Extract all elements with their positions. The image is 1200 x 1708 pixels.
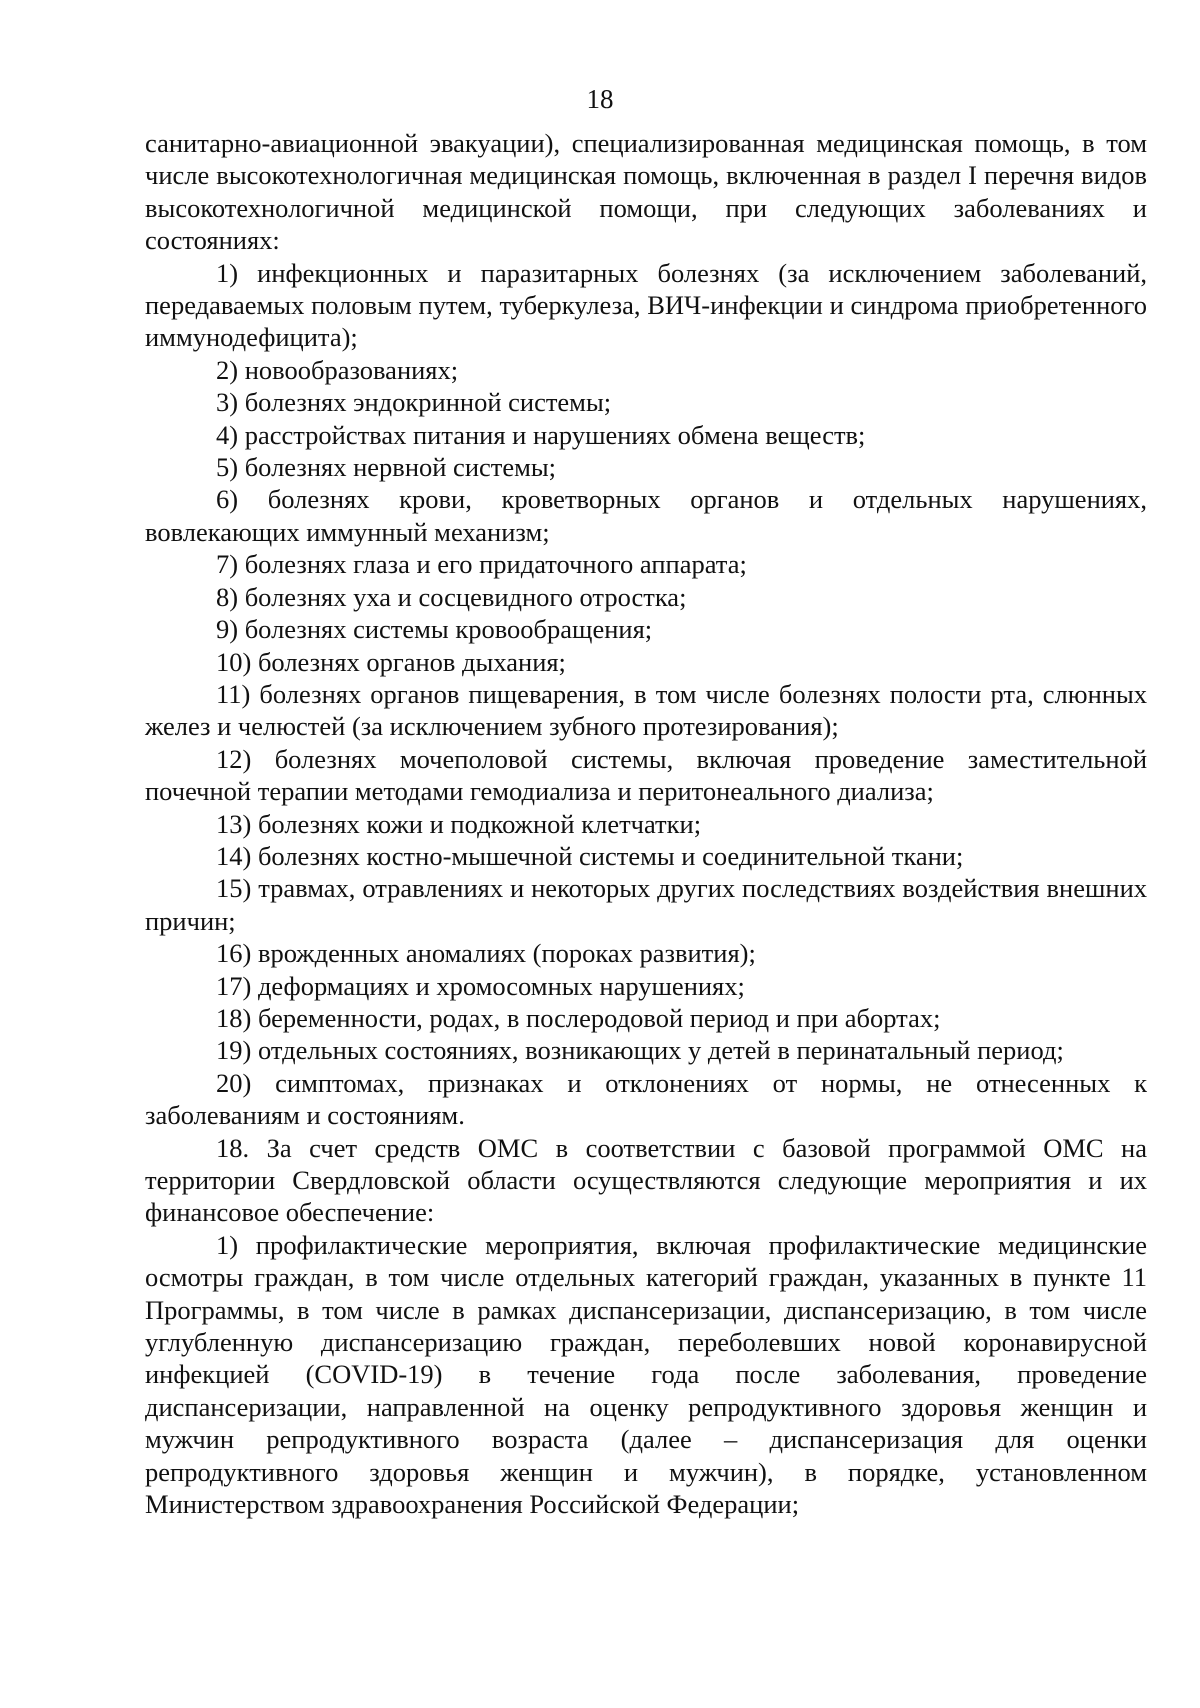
list-item-10: 10) болезнях органов дыхания;	[216, 646, 566, 677]
list-item-19: 19) отдельных состояниях, возникающих у детей в перинатальный период;	[216, 1035, 1064, 1066]
list-item-11: 11) болезнях органов пищеварения, в том числе болезнях полости рта, слюнных желез и челюстей (за исключением зубного протезирования);	[145, 678, 1147, 742]
list-item-15: 15) травмах, отравлениях и некоторых других последствиях воздействия внешних причин;	[145, 873, 1147, 936]
list-item-4: 4) расстройствах питания и нарушениях обмена веществ;	[216, 419, 866, 450]
list-item-12: 12) болезнях мочеполовой системы, включая проведение заместительной почечной терапии методами гемодиализа и перитонеального диализа;	[145, 743, 1147, 807]
paragraph-continuation: санитарно-авиационной эвакуации), специализированная медицинская помощь, в том числе высокотехнологичная медицинская помощь, включенная в раздел I перечня видов высокотехнологичной медицинской помощи, при следующих заболеваниях и состояниях:	[145, 128, 1147, 256]
section-18-paragraph: 18. За счет средств ОМС в соответствии с базовой программой ОМС на территории Свердловской области осуществляются следующие мероприятия и их финансовое обеспечение:	[145, 1132, 1147, 1228]
document-body	[145, 127, 1147, 1520]
list-item-7: 7) болезнях глаза и его придаточного аппарата;	[216, 549, 747, 580]
list-item-16: 16) врожденных аномалиях (пороках развития);	[216, 938, 756, 969]
list-item-13: 13) болезнях кожи и подкожной клетчатки;	[216, 808, 702, 839]
list-item-17: 17) деформациях и хромосомных нарушениях;	[216, 970, 745, 1001]
list-item-18: 18) беременности, родах, в послеродовой период и при абортах;	[216, 1002, 941, 1033]
list-item-1: 1) инфекционных и паразитарных болезнях (за исключением заболеваний, передаваемых половым путем, туберкулеза, ВИЧ-инфекции и синдрома приобретенного иммунодефицита);	[145, 257, 1147, 353]
list-item-8: 8) болезнях уха и сосцевидного отростка;	[216, 581, 687, 612]
list-item-5: 5) болезнях нервной системы;	[216, 452, 557, 483]
section-18-item-1: 1) профилактические мероприятия, включая профилактические медицинские осмотры граждан, в том числе отдельных категорий граждан, указанных в пункте 11 Программы, в том числе в рамках диспансеризации, диспансеризацию, в том числе углубленную диспансеризацию граждан, переболевших новой коронавирусной инфекцией (COVID-19) в течение года после заболевания, проведение диспансеризации, направленной на оценку репродуктивного здоровья женщин и мужчин репродуктивного возраста (далее – диспансеризация для оценки репродуктивного здоровья женщин и мужчин), в порядке, установленном Министерством здравоохранения Российской Федерации;	[145, 1229, 1147, 1520]
list-item-14: 14) болезнях костно-мышечной системы и соединительной ткани;	[216, 840, 964, 871]
page-number: 18	[586, 84, 614, 114]
list-item-6: 6) болезнях крови, кроветворных органов и отдельных нарушениях, вовлекающих иммунный механизм;	[145, 484, 1147, 547]
list-item-3: 3) болезнях эндокринной системы;	[216, 387, 612, 418]
list-item-9: 9) болезнях системы кровообращения;	[216, 614, 653, 645]
list-item-2: 2) новообразованиях;	[216, 354, 459, 385]
list-item-20: 20) симптомах, признаках и отклонениях от нормы, не отнесенных к заболеваниям и состояниям.	[145, 1067, 1147, 1131]
